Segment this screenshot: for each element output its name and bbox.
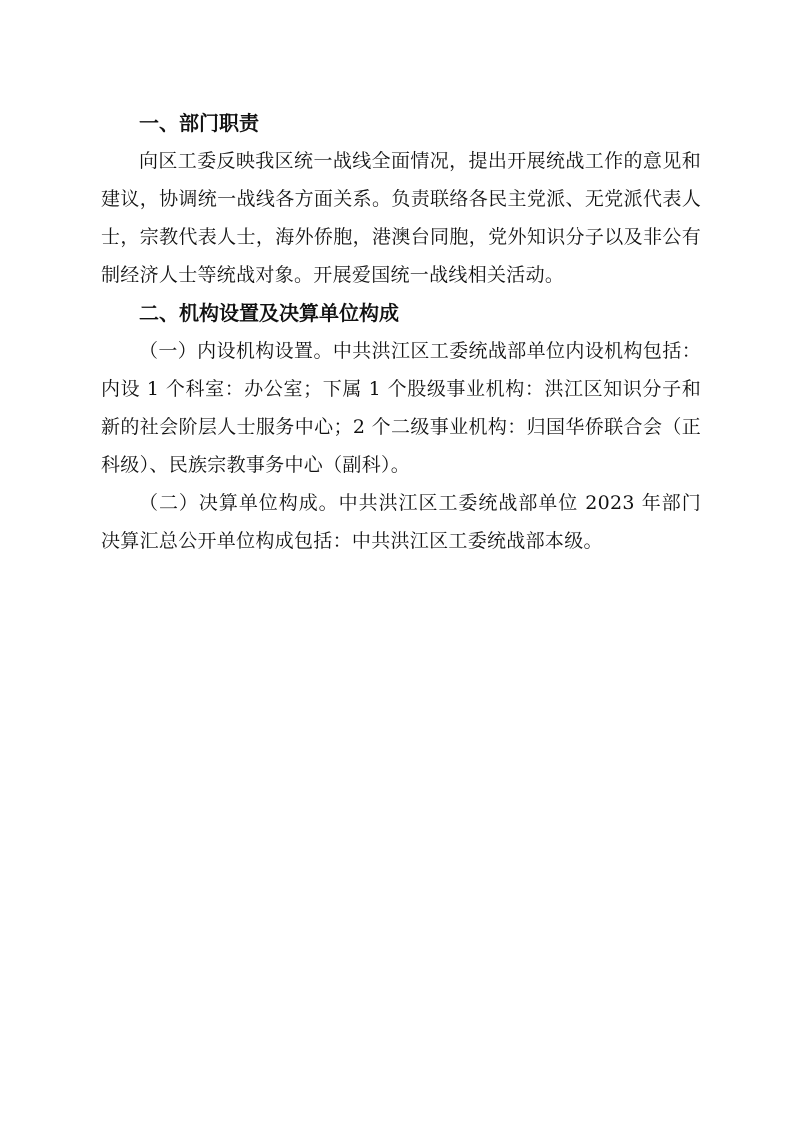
paragraph-accounts-units: （二）决算单位构成。中共洪江区工委统战部单位 2023 年部门决算汇总公开单位构成包括：中共洪江区工委统战部本级。 <box>101 492 701 552</box>
document-body <box>101 104 701 560</box>
paragraph-duties: 向区工委反映我区统一战线全面情况，提出开展统战工作的意见和建议，协调统一战线各方面关系。负责联络各民主党派、无党派代表人士，宗教代表人士，海外侨胞，港澳台同胞，党外知识分子以及非公有制经济人士等统战对象。开展爱国统一战线相关活动。 <box>101 150 701 286</box>
paragraph-internal-structure: （一）内设机构设置。中共洪江区工委统战部单位内设机构包括：内设 1 个科室：办公室；下属 1 个股级事业机构：洪江区知识分子和新的社会阶层人士服务中心；2 个二级事业机构：归国华侨联合会（正科级）、民族宗教事务中心（副科）。 <box>101 340 701 476</box>
section-heading-organization: 二、机构设置及决算单位构成 <box>139 301 399 325</box>
section-heading-duties: 一、部门职责 <box>139 111 259 135</box>
